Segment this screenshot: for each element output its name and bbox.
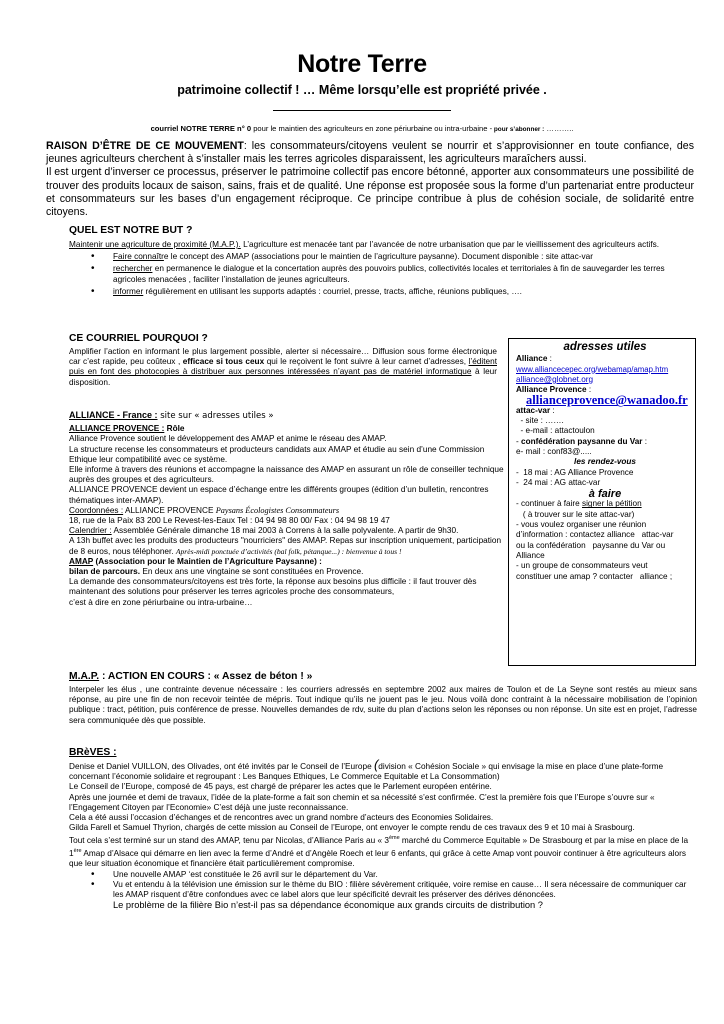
- alliance-p2: La structure recense les consommateurs et producteurs candidats aux AMAP et étudie au sein d’une Commission Ethique leur compatibilité avec ce système.: [69, 444, 485, 464]
- but-item-text: e le concept des AMAP (associations pour le maintien de l’agriculture paysanne). Document disponible : site attac-var: [163, 252, 593, 262]
- breves-question: Le problème de la filière Bio n’est-il pas sa dépendance économique aux grands circuits de distribution ?: [113, 900, 543, 911]
- provence-email-link[interactable]: allianceprovence@wanadoo.fr: [526, 393, 688, 408]
- breves-p2: Le Conseil de l’Europe, composé de 45 pays, est chargé de préparer les actes que le Parlement européen entérine.: [69, 782, 492, 792]
- map-heading-label: M.A.P.: [69, 671, 100, 682]
- calendrier-label: Calendrier :: [69, 526, 112, 536]
- courriel-heading: CE COURRIEL POURQUOI ?: [69, 333, 208, 344]
- map-heading: [69, 671, 312, 682]
- courriel-text: Amplifier l’action en informant le plus largement possible, alerter si nécessaire… Diffusion sous forme électronique car c’est rapide, peu coûteux ,: [69, 347, 497, 367]
- box-colon: :: [642, 436, 648, 446]
- but-item-verb: informer: [113, 286, 144, 296]
- title-divider: [273, 110, 451, 111]
- alliance-france-heading: ALLIANCE - France :: [69, 410, 158, 420]
- breves-p3: Après une journée et demi de travaux, l’idée de la plate-forme a fait son chemin et sa nécessité s’est confirmée. C’est la première fois que l’Europe s’ouvre sur « l’Engagement Citoyen par l’Economie» C’est déjà une juste reconnaissance.: [69, 792, 655, 812]
- demande-text: La demande des consommateurs/citoyens est très forte, la réponse aux besoins plus difficile : il faut trouver dès maintenant des solutions pour préserver les terres agricoles proche des consommateurs,: [69, 577, 477, 597]
- box-dash: -: [516, 436, 522, 446]
- alliance-france-site: site sur « adresses utiles »: [157, 411, 274, 421]
- amap-label: AMAP: [69, 556, 94, 566]
- petition-link[interactable]: signer la pétition: [582, 499, 642, 509]
- bilan-label: bilan de parcours.: [69, 567, 141, 577]
- conf-email: e- mail : conf83@.....: [516, 446, 592, 456]
- but-intro-underlined: Maintenir une agriculture de proximité (M.A.P.).: [69, 240, 241, 249]
- courriel-text: à leur disposition.: [69, 367, 497, 387]
- todo-text: ( à trouver sur le site attac-var): [516, 509, 635, 519]
- courriel-emphasis: efficace si tous ceux: [182, 357, 265, 367]
- courriel-section: [69, 347, 497, 388]
- but-item-text: régulièrement en utilisant les supports adaptés : courriel, presse, tracts, affiche, réunions publiques, ….: [143, 286, 522, 296]
- box-alliance-label: Alliance: [516, 354, 548, 364]
- alliance-role: Rôle: [164, 424, 185, 434]
- rdv-item: - 18 mai : AG Alliance Provence: [516, 467, 634, 477]
- but-item: [69, 264, 697, 284]
- courriel-underlined: l’éditent puis en font des photocopies à distribuer aux personnes intéressées n’ayant pas de matériel informatique: [69, 357, 497, 377]
- buffet-text: A 13h buffet avec les produits des producteurs "nourriciers" des AMAP. Repas sur inscription uniquement, participation de 8 euros, nous téléphoner.: [69, 536, 502, 556]
- breves-sup: ème: [388, 835, 400, 842]
- but-heading: QUEL EST NOTRE BUT ?: [69, 225, 193, 236]
- breves-text: marché du Commerce Equitable » De Strasbourg et par la mise en place de la 1: [69, 836, 689, 859]
- breves-heading: BRèVES :: [69, 747, 117, 758]
- alliance-section: [69, 410, 505, 608]
- alliance-p4: ALLIANCE PROVENCE devient un espace d’échange entre les différents groupes (édition d’un bulletin, rencontres thématiques inter-AMAP).: [69, 485, 489, 505]
- page-title: Notre Terre: [297, 50, 427, 78]
- but-section: [69, 240, 697, 297]
- subscribe-dots: ………..: [544, 124, 574, 133]
- page-subtitle: patrimoine collectif ! … Même lorsqu’elle est propriété privée .: [177, 83, 547, 97]
- but-item-verb: rechercher: [113, 264, 153, 274]
- coordonnees-subtitle: Paysans Écologistes Consommateurs: [215, 505, 340, 515]
- breves-p5: Gilda Farell et Samuel Thyrion, chargés de cette mission au Conseil de l’Europe, ont envoyer le compte rendu de ces travaux des 9 et 10 mai à Srasbourg.: [69, 823, 635, 833]
- breves-text: division « Cohésion Sociale » qui envisage la mise en place d’une plate-forme concernant l’économie solidaire et regroupant : Les Banques Ethiques, Le Commerce Equitable et La Consommation): [69, 762, 664, 782]
- alliance-p1: Alliance Provence soutient le développement des AMAP et anime le réseau des AMAP.: [69, 434, 387, 444]
- attac-email: - e-mail : attactoulon: [516, 426, 595, 436]
- alliance-url-link[interactable]: www.alliancecepec.org/webamap/amap.htm: [516, 364, 669, 374]
- courriel-purpose: pour le maintien des agriculteurs en zone périurbaine ou intra-urbaine -: [251, 124, 493, 133]
- raison-section: [46, 140, 694, 219]
- box-provence-label: Alliance Provence: [516, 385, 587, 395]
- bilan-text: En deux ans une vingtaine se sont constituées en Provence.: [140, 567, 364, 577]
- alliance-address: 18, rue de la Paix 83 200 Le Revest-les-Eaux Tel : 04 94 98 80 00/ Fax : 04 94 98 19 47: [69, 516, 390, 526]
- map-heading-text: : ACTION EN COURS : « Assez de béton ! »: [99, 671, 313, 682]
- box-colon: :: [550, 405, 555, 415]
- breves-text: Tout cela s’est terminé sur un stand des AMAP, tenu par Nicolas, d’Alliance Paris au « 3: [69, 836, 389, 846]
- rdv-item: - 24 mai : AG attac-var: [516, 477, 601, 487]
- raison-heading: RAISON D’ÊTRE DE CE MOUVEMENT: [46, 140, 244, 152]
- but-item: [69, 252, 697, 262]
- amap-definition: (Association pour le Maintien de l’Agriculture Paysanne) :: [93, 556, 322, 566]
- but-intro-text: L’agriculture est menacée tant par l’avancée de notre urbanisation que par le vieillissement des agriculteurs actifs.: [240, 240, 660, 249]
- todo-text: - continuer à faire: [516, 499, 582, 509]
- breves-paren: (: [373, 757, 379, 772]
- box-attac-label: attac-var: [516, 405, 551, 415]
- map-text: Interpeler les élus , une contrainte devenue nécessaire : les courriers adressés en septembre 2002 aux maires de Toulon et de La Seyne sont restés au mieux sans réponse, au pire une fin de non recevoir teintée de mépris. Tout indique qu’ils ne jouent pas le jeu. Nous voilà donc contraint à la nécessaire mobilisation de l’opinion publique : tract, pétition, puis conférence de presse. Nouvelles demandes de rdv, suite du plan d’actions selon les réponses ou non réponse. Un site est en projet, l’adresse sera communiquée dès que possible.: [69, 685, 697, 725]
- breves-section: [69, 757, 697, 911]
- raison-text-2: Il est urgent d’inverser ce processus, préserver le patrimoine collectif pas encore bétonné, apporter aux consommateurs une possibilité de trouver des produits locaux de saison, sains, frais et de qualité. Une réponse est proposée sous la forme d’un partenariat entre producteur et consommateurs sur les bases d’un engagement réciproque. Ce principe contribue à plus de cohésion sociale, de solidarité entre citoyens.: [46, 166, 694, 219]
- a-faire-heading: à faire: [588, 488, 622, 501]
- adresses-utiles-box: [508, 338, 696, 666]
- courriel-text: qui le reçoivent le font suivre à leur carnet d’adresses,: [264, 357, 469, 367]
- but-item-text: en permanence le dialogue et la concertation auprès des pouvoirs publics, collectivités locales et territoriales à fin de sauvegarder les terres agricoles menacées , faciliter l’installation de jeunes agriculteurs.: [113, 264, 665, 284]
- box-conf-label: confédération paysanne du Var: [521, 436, 643, 446]
- box-colon: :: [586, 385, 592, 395]
- breves-sup: ère: [73, 848, 82, 855]
- courriel-number: courriel NOTRE TERRE n° 0: [150, 124, 252, 133]
- subscribe-label: pour s’abonner :: [492, 126, 545, 133]
- calendrier-text: Assemblée Générale dimanche 18 mai 2003 à Correns à la salle polyvalente. A partir de 9h30.: [111, 526, 459, 536]
- but-item-verb: Faire connaîtr: [113, 252, 164, 262]
- alliance-provence-heading: ALLIANCE PROVENCE :: [69, 424, 165, 434]
- map-section: [69, 685, 697, 726]
- buffet-italic: Après-midi ponctuée d’activités (bal folk, pétanque...) : bienvenue à tous !: [175, 546, 402, 556]
- raison-text-1: : les consommateurs/citoyens veulent se nourrir et s’approvisionner en toute confiance, des jeunes agriculteurs cherchent à s’installer mais les terres agricoles disparaissent, les agriculteurs maraîchers aussi.: [46, 140, 694, 166]
- alliance-email-link[interactable]: alliance@globnet.org: [516, 374, 594, 384]
- box-title: adresses utiles: [563, 341, 647, 353]
- alliance-p3: Elle informe à travers des réunions et accompagne la naissance des AMAP en assurant un rôle de conseiller technique auprès des groupes et des agriculteurs.: [69, 465, 504, 485]
- zone-text: c’est à dire en zone périurbaine ou intra-urbaine…: [69, 597, 253, 607]
- todo-reunion: - vous voulez organiser une réunion d’information : contactez alliance attac-var ou la confédération paysanne du Var ou Alliance: [516, 520, 676, 560]
- coordonnees-name: ALLIANCE PROVENCE: [123, 505, 216, 515]
- box-colon: :: [547, 354, 552, 364]
- rendez-vous-heading: les rendez-vous: [574, 457, 636, 467]
- attac-site: - site : …….: [516, 416, 564, 426]
- todo-amap: - un groupe de consommateurs veut constituer une amap ? contacter alliance ;: [516, 561, 673, 581]
- coordonnees-label: Coordonnées :: [69, 505, 124, 515]
- breves-text: Amap d’Alsace qui démarre en lien avec la ferme d’André et d’Angèle Roech et leur 6 enfants, qui grâce à cette Amap vont pouvoir continuer à être agriculteurs alors que leur situation économique et financière était particulièrement compromise.: [69, 849, 686, 869]
- breves-text: Denise et Daniel VUILLON, des Olivades, ont été invités par le Conseil de l’Europe: [69, 762, 374, 771]
- breves-p4: Cela a été aussi l’occasion d’échanges et de rencontres avec un grand nombre d’acteurs des Economies Solidaires.: [69, 813, 494, 823]
- breves-bullet: • Une nouvelle AMAP ‘est constituée le 26 avril sur le département du Var.: [69, 870, 697, 880]
- courriel-line: [0, 124, 724, 133]
- but-item: [69, 287, 697, 297]
- breves-bullet: • Vu et entendu à la télévision une émission sur le thème du BIO : filière sévèrement critiquée, voire remise en cause… Il sera nécessaire de communiquer car les AMAP risquent d’être confondues avec ce label alors que leur spécificité devrait les préserver des dérives dénoncées.: [69, 880, 697, 900]
